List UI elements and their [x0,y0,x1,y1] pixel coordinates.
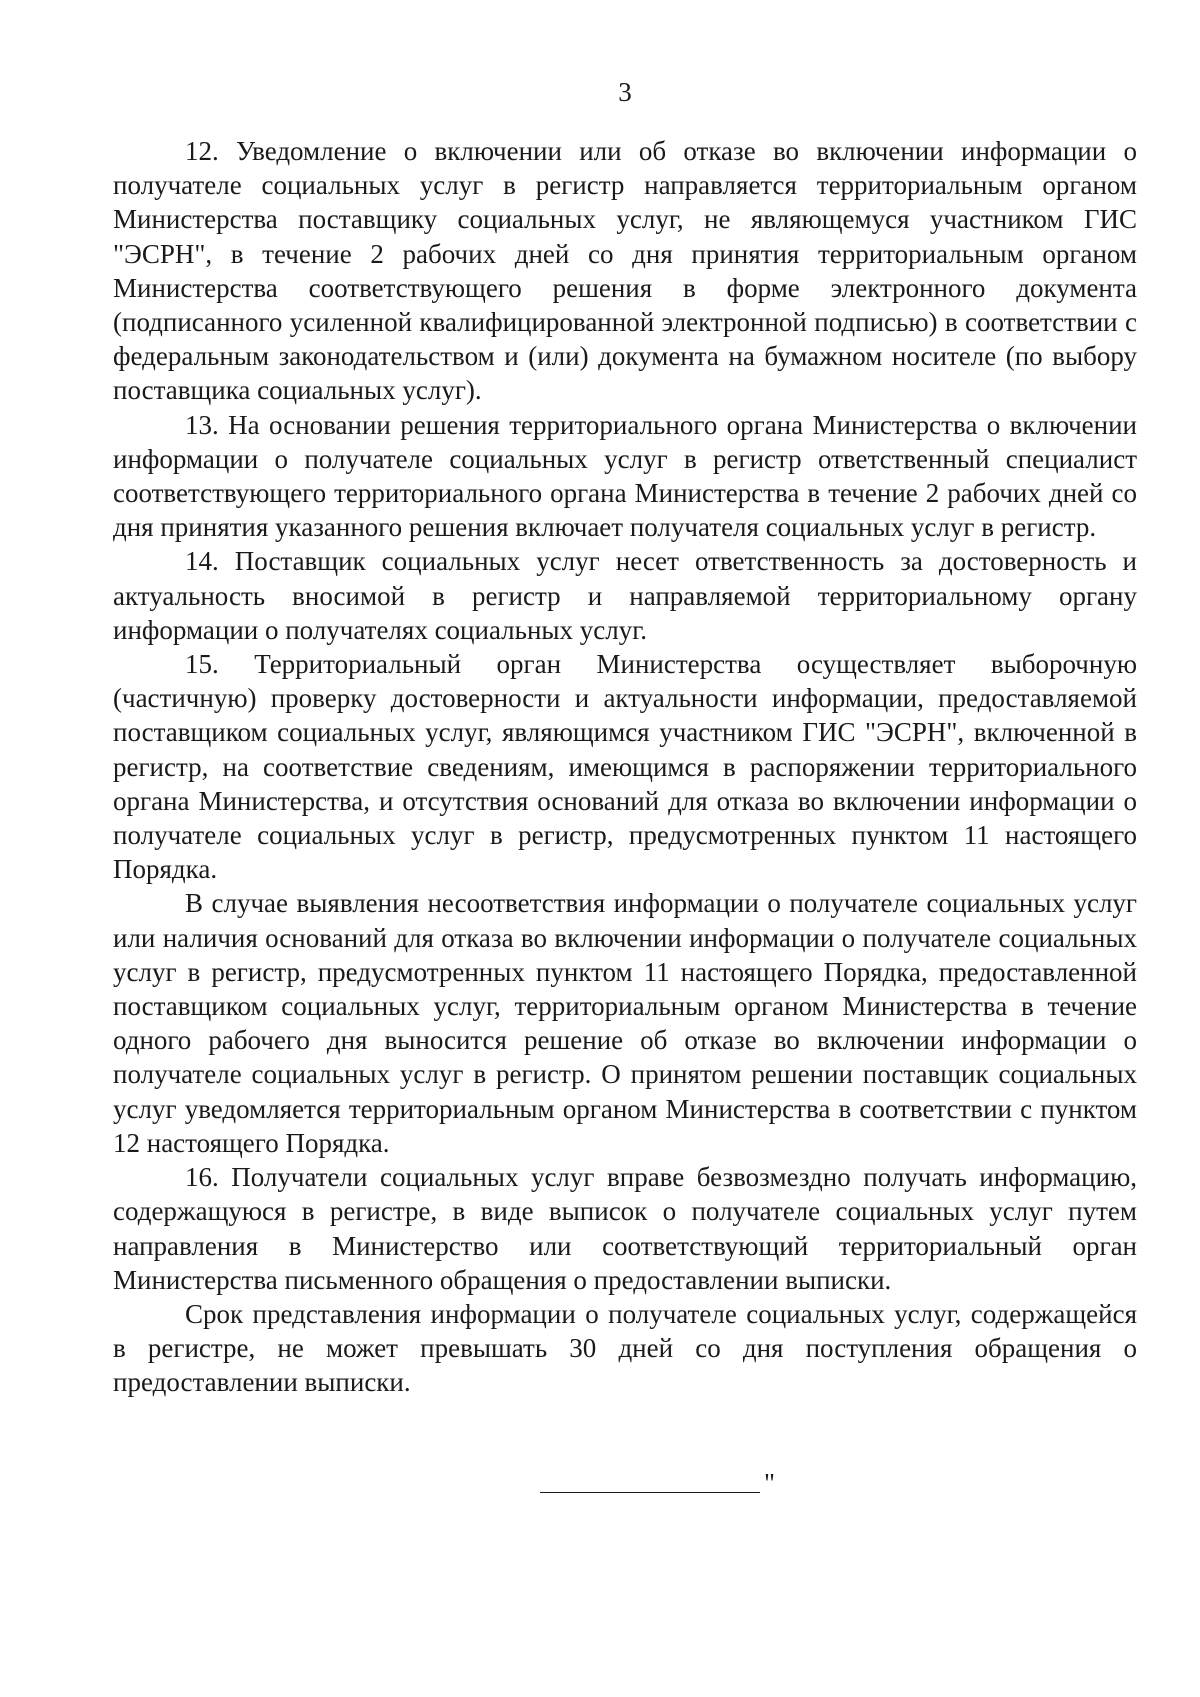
closing-separator [540,1470,780,1500]
closing-quote-mark: " [764,1468,776,1498]
separator-line [540,1492,760,1493]
paragraph-15-continuation: В случае выявления несоответствия информации о получателе социальных услуг или наличия оснований для отказа во включении информации о получателе социальных услуг в регистр, предусмотренных пунктом 11 настоящего Порядка, предоставленной поставщиком социальных услуг, территориальным органом Министерства в течение одного рабочего дня выносится решение об отказе во включении информации о получателе социальных услуг в регистр. О принятом решении поставщик социальных услуг уведомляется территориальным органом Министерства в соответствии с пунктом 12 настоящего Порядка. [113,888,1137,1158]
page-number: 3 [618,77,632,107]
paragraph-16: 16. Получатели социальных услуг вправе безвозмездно получать информацию, содержащуюся в регистре, в виде выписок о получателе социальных услуг путем направления в Министерство или соответствующий территориальный орган Министерства письменного обращения о предоставлении выписки. [113,1162,1137,1295]
paragraph-13: 13. На основании решения территориального органа Министерства о включении информации о получателе социальных услуг в регистр ответственный специалист соответствующего территориального органа Министерства в течение 2 рабочих дней со дня принятия указанного решения включает получателя социальных услуг в регистр. [113,409,1137,543]
paragraph-12: 12. Уведомление о включении или об отказе во включении информации о получателе социальных услуг в регистр направляется территориальным органом Министерства поставщику социальных услуг, не являющемуся участником ГИС "ЭСРН", в течение 2 рабочих дней со дня принятия территориальным органом Министерства соответствующего решения в форме электронного документа (подписанного усиленной квалифицированной электронной подписью) в соответствии с федеральным законодательством и (или) документа на бумажном носителе (по выбору поставщика социальных услуг). [113,136,1137,406]
paragraph-16-continuation: Срок представления информации о получателе социальных услуг, содержащейся в регистре, не может превышать 30 дней со дня поступления обращения о предоставлении выписки. [113,1298,1137,1398]
paragraph-14: 14. Поставщик социальных услуг несет ответственность за достоверность и актуальность вносимой в регистр и направляемой территориальному органу информации о получателях социальных услуг. [113,546,1137,645]
paragraph-15: 15. Территориальный орган Министерства осуществляет выборочную (частичную) проверку достоверности и актуальности информации, предоставляемой поставщиком социальных услуг, являющимся участником ГИС "ЭСРН", включенной в регистр, на соответствие сведениям, имеющимся в распоряжении территориального органа Министерства, и отсутствия оснований для отказа во включении информации о получателе социальных услуг в регистр, предусмотренных пунктом 11 настоящего Порядка. [113,649,1137,885]
document-body [113,134,1137,1400]
